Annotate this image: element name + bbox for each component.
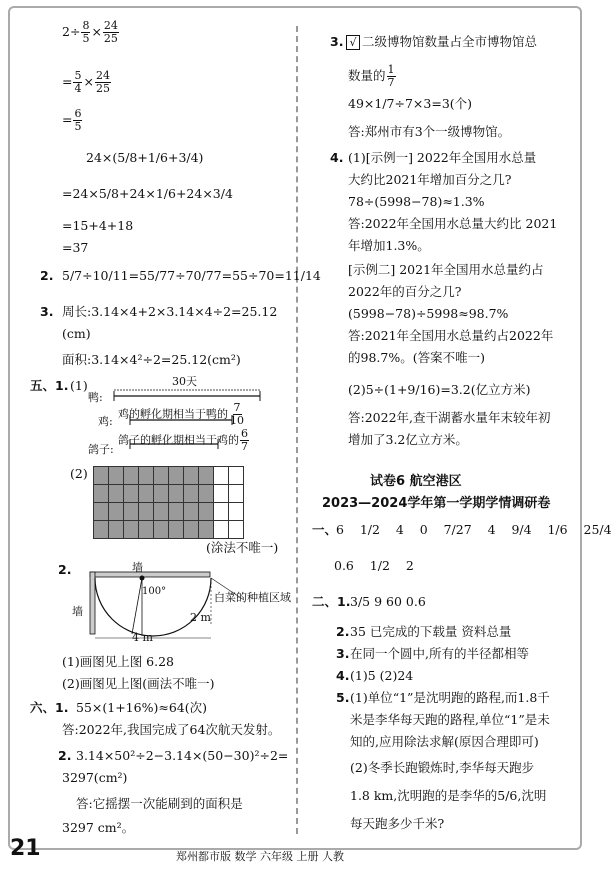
s6-q1-calc: 55×(1+16%)≈64(次) <box>76 700 207 715</box>
grid-cell <box>93 466 109 485</box>
calc-line-3: = $\frac{6}{5}$ <box>62 107 82 133</box>
p2-q5-line1: (1)单位“1”是沈明跑的路程,而1.8千 <box>350 690 550 705</box>
section-5-sub1: (1) <box>70 378 88 393</box>
grid-cell <box>228 484 244 503</box>
section-5-sub2: (2) <box>70 466 88 481</box>
grid-cell <box>183 502 199 521</box>
p2-q1: 3/5 9 60 0.6 <box>350 594 426 609</box>
p2-q5-number: 5. <box>336 690 350 705</box>
p2-q5-line3: 知的,应用除法求解(原因合理即可) <box>350 734 539 749</box>
grid-cell <box>153 502 169 521</box>
grid-cell <box>168 502 184 521</box>
grid-cell <box>108 484 124 503</box>
p2-q5-line6: 每天跑多少千米? <box>350 816 445 831</box>
calc-line-1: 2÷ $\frac{8}{5}$ × $\frac{24}{25}$ <box>62 19 118 45</box>
q2b-number: 2. <box>58 562 72 577</box>
r-q4-line12: 答:2022年,查干湖蓄水量年末较年初 <box>348 410 551 425</box>
q2b-part1: (1)画图见上图 6.28 <box>62 654 175 669</box>
p1-label: 一、 <box>312 522 338 537</box>
r-q4-line11: (2)5÷(1+9/16)=3.2(亿立方米) <box>348 382 531 397</box>
p2-q4: (1)5 (2)24 <box>350 668 414 683</box>
r-q4-line8: (5998−78)÷5998≈98.7% <box>348 306 509 321</box>
grid-note: (涂法不唯一) <box>206 540 279 555</box>
grid-cell <box>123 502 139 521</box>
r-q4-number: 4. <box>330 150 344 165</box>
grid-cell <box>198 520 214 539</box>
r-q4-line6: [示例二] 2021年全国用水总量约占 <box>348 262 544 277</box>
grid-cell <box>213 502 229 521</box>
q3-number: 3. <box>40 304 54 319</box>
bar-pigeon-note: 鸽子的孵化期相当于鸡的 $\frac{6}{7}$ <box>118 427 248 453</box>
r-q3-answer: 答:郑州市有3个一级博物馆。 <box>348 124 511 139</box>
grid-cell <box>213 484 229 503</box>
angle-label: 100° <box>142 586 167 597</box>
grid-cell <box>198 502 214 521</box>
grid-cell <box>183 466 199 485</box>
p2-q3: 在同一个圆中,所有的半径都相等 <box>350 646 529 661</box>
grid-cell <box>153 520 169 539</box>
wall-top-label: 墙 <box>132 561 143 574</box>
r-q3-calc: 49×1/7÷7×3=3(个) <box>348 96 473 111</box>
grid-cell <box>108 466 124 485</box>
grid-cell <box>153 484 169 503</box>
grid-cell <box>213 466 229 485</box>
footer-text: 郑州都市版 数学 六年级 上册 人教 <box>176 850 344 863</box>
grid-cell <box>183 484 199 503</box>
s6-q2-calc: 3.14×50²÷2−3.14×(50−30)²÷2= <box>76 748 289 763</box>
grid-cell <box>108 520 124 539</box>
grid-cell <box>123 520 139 539</box>
semicircle-diagram <box>84 566 284 646</box>
grid-cell <box>123 466 139 485</box>
grid-cell <box>138 502 154 521</box>
p2-q5-line5: 1.8 km,沈明跑的是李华的5/6,沈明 <box>350 788 547 803</box>
q3-perimeter: 周长:3.14×4+2×3.14×4÷2=25.12 <box>62 304 278 319</box>
q3-area: 面积:3.14×4²÷2=25.12(cm²) <box>62 352 241 367</box>
grid-cell <box>228 520 244 539</box>
bar-duck-label: 鸭: <box>88 391 103 404</box>
grid-cell <box>183 520 199 539</box>
s6-q2-result: 3297(cm²) <box>62 770 128 785</box>
grid-cell <box>123 484 139 503</box>
r-q4-line5: 年增加1.3%。 <box>348 238 430 253</box>
s6-q1-answer: 答:2022年,我国完成了64次航天发射。 <box>62 722 281 737</box>
r-q4-line1: (1)[示例一] 2022年全国用水总量 <box>348 150 537 165</box>
calc-line-2: = $\frac{5}{4}$ × $\frac{24}{25}$ <box>62 69 110 95</box>
grid-cell <box>168 520 184 539</box>
grid-cell <box>93 502 109 521</box>
grid-cell <box>213 520 229 539</box>
grid-cell <box>93 520 109 539</box>
p1-values: 6 1/2 4 0 7/27 4 9/4 1/6 25/4 <box>336 522 612 537</box>
p2-q2-number: 2. <box>336 624 350 639</box>
calc-line-4: 24×(5/8+1/6+3/4) <box>86 150 204 165</box>
checkmark-icon: √ <box>346 35 360 50</box>
q2-text: 5/7÷10/11=55/77÷70/77=55÷70=11/14 <box>62 268 321 283</box>
r-q4-line10: 的98.7%。(答案不唯一) <box>348 350 485 365</box>
r-q4-line3: 78÷(5998−78)≈1.3% <box>348 194 485 209</box>
bar-chicken-note: 鸡的孵化期相当于鸭的 $\frac{7}{10}$ <box>118 401 244 427</box>
r-q3-text2: 数量的 $\frac{1}{7}$ <box>348 63 395 89</box>
shaded-grid <box>93 466 243 538</box>
dim-2m: 2 m <box>190 611 211 624</box>
p2-q3-number: 3. <box>336 646 350 661</box>
dim-4m: 4 m <box>132 631 153 644</box>
p2-q5-line4: (2)冬季长跑锻炼时,李华每天跑步 <box>350 760 535 775</box>
r-q4-line4: 答:2022年全国用水总量大约比 2021 <box>348 216 558 231</box>
grid-cell <box>168 484 184 503</box>
grid-cell <box>168 466 184 485</box>
bar-pigeon-label: 鸽子: <box>88 443 114 456</box>
q3-unit: (cm) <box>62 326 91 341</box>
grid-cell <box>93 484 109 503</box>
paper-subtitle: 2023—2024学年第一学期学情调研卷 <box>322 496 551 511</box>
wall-left-label: 墙 <box>72 605 83 618</box>
r-q3-text: √ 二级博物馆数量占全市博物馆总 <box>346 34 537 50</box>
grid-cell <box>138 466 154 485</box>
grid-cell <box>108 502 124 521</box>
bar-days-label: 30天 <box>172 375 197 388</box>
cabbage-label: 白菜的种植区域 <box>214 591 291 604</box>
s6-q2-answer: 答:它摇摆一次能刷到的面积是 <box>76 796 243 811</box>
section-5-label: 五、1. <box>30 378 69 393</box>
p2-q5-line2: 米是李华每天跑的路程,单位“1”是未 <box>350 712 550 727</box>
r-q4-line9: 答:2021年全国用水总量约占2022年 <box>348 328 554 343</box>
r-q3-number: 3. <box>330 34 344 49</box>
p2-q2: 35 已完成的下载量 资料总量 <box>350 624 512 639</box>
calc-line-7: =37 <box>62 240 89 255</box>
r-q4-line2: 大约比2021年增加百分之几? <box>348 172 512 187</box>
s6-q2-answer-2: 3297 cm²。 <box>62 820 135 835</box>
grid-cell <box>228 466 244 485</box>
grid-cell <box>138 520 154 539</box>
grid-cell <box>228 502 244 521</box>
q2b-part2: (2)画图见上图(画法不唯一) <box>62 676 215 691</box>
grid-cell <box>138 484 154 503</box>
p1-values-2: 0.6 1/2 2 <box>334 558 414 573</box>
grid-cell <box>198 466 214 485</box>
r-q4-line7: 2022年的百分之几? <box>348 284 462 299</box>
bar-chicken-label: 鸡: <box>98 415 113 428</box>
page-number: 21 <box>10 836 41 861</box>
r-q4-line13: 增加了3.2亿立方米。 <box>348 432 468 447</box>
paper-title: 试卷6 航空港区 <box>370 474 462 489</box>
p2-label: 二、1. <box>312 594 351 609</box>
section-6-label: 六、1. <box>30 700 69 715</box>
grid-cell <box>198 484 214 503</box>
calc-line-5: =24×5/8+24×1/6+24×3/4 <box>62 186 233 201</box>
grid-cell <box>153 466 169 485</box>
column-divider <box>296 26 298 834</box>
p2-q4-number: 4. <box>336 668 350 683</box>
s6-q2-number: 2. <box>58 748 72 763</box>
calc-line-6: =15+4+18 <box>62 218 134 233</box>
q2-number: 2. <box>40 268 54 283</box>
